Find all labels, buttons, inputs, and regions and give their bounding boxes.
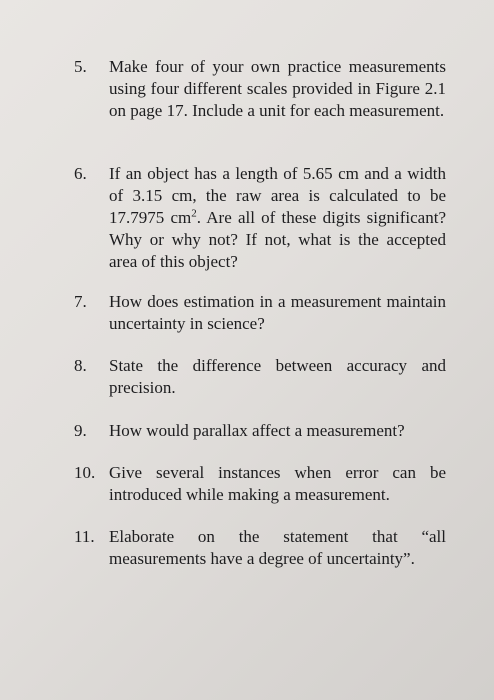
question-text: Give several instances when error can be introduced while making a measurement. xyxy=(109,463,446,504)
question-5 xyxy=(74,56,446,122)
question-9 xyxy=(74,420,446,442)
question-number: 8. xyxy=(74,356,87,375)
question-number: 10. xyxy=(74,463,96,482)
question-8 xyxy=(74,355,446,399)
question-number: 7. xyxy=(74,292,87,311)
question-number: 6. xyxy=(74,164,87,183)
question-number: 9. xyxy=(74,421,87,440)
question-text xyxy=(109,163,446,273)
question-text: State the difference between accuracy and precision. xyxy=(109,356,446,397)
question-text-part: If an object has a length of 5.65 cm and a width of 3.15 cm, the raw area is calculated to be 17.7975 cm xyxy=(109,164,446,227)
question-number: 5. xyxy=(74,57,87,76)
superscript-exponent: 2 xyxy=(191,207,197,220)
question-text: How would parallax affect a measurement? xyxy=(109,421,405,440)
question-text: Elaborate on the statement that “all measurements have a degree of uncertainty”. xyxy=(109,527,446,568)
question-text: How does estimation in a measurement maintain uncertainty in science? xyxy=(109,292,446,333)
question-10 xyxy=(74,462,446,506)
question-text-part: . Are all of these digits significant? Why or why not? If not, what is the accepted area of this object? xyxy=(109,208,446,271)
question-6 xyxy=(74,163,446,273)
question-text: Make four of your own practice measurements using four different scales provided in Figure 2.1 on page 17. Include a unit for each measurement. xyxy=(109,57,446,120)
question-number: 11. xyxy=(74,527,95,546)
question-7 xyxy=(74,291,446,335)
question-11 xyxy=(74,526,446,570)
